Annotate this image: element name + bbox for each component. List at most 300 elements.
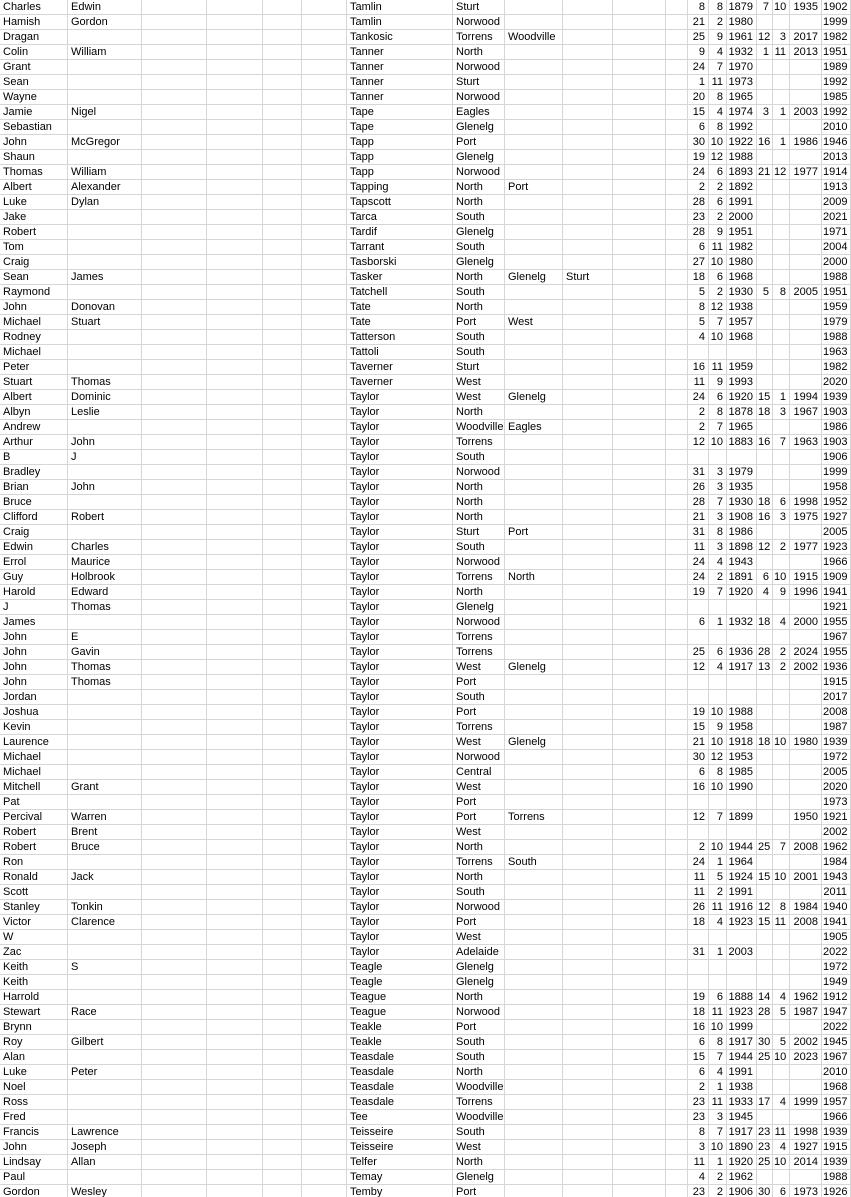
cell-first-name[interactable]: Sean bbox=[0, 75, 68, 90]
cell-middle-name[interactable] bbox=[68, 285, 142, 300]
cell-club-2[interactable] bbox=[505, 75, 563, 90]
cell-empty[interactable] bbox=[263, 495, 302, 510]
cell-year[interactable]: 1939 bbox=[822, 1155, 851, 1170]
cell-empty[interactable] bbox=[302, 1155, 347, 1170]
cell-year[interactable]: 2002 bbox=[822, 825, 851, 840]
cell-empty[interactable] bbox=[302, 255, 347, 270]
cell-date1-year[interactable]: 1974 bbox=[727, 105, 757, 120]
cell-middle-name[interactable] bbox=[68, 945, 142, 960]
cell-empty[interactable] bbox=[207, 465, 263, 480]
cell-year[interactable]: 1985 bbox=[822, 90, 851, 105]
cell-empty[interactable] bbox=[302, 840, 347, 855]
cell-date1-year[interactable]: 1968 bbox=[727, 330, 757, 345]
cell-empty[interactable] bbox=[207, 885, 263, 900]
cell-empty[interactable] bbox=[142, 945, 207, 960]
cell-empty[interactable] bbox=[142, 540, 207, 555]
cell-date2-month[interactable] bbox=[773, 1065, 790, 1080]
cell-date1-year[interactable]: 1965 bbox=[727, 90, 757, 105]
cell-club-1[interactable]: Port bbox=[453, 1185, 505, 1197]
cell-date2-year[interactable] bbox=[790, 15, 822, 30]
cell-year[interactable]: 1945 bbox=[822, 1035, 851, 1050]
cell-club-3[interactable] bbox=[563, 360, 613, 375]
cell-club-1[interactable]: South bbox=[453, 1050, 505, 1065]
cell-empty[interactable] bbox=[302, 135, 347, 150]
cell-surname[interactable]: Taylor bbox=[347, 735, 453, 750]
cell-club-3[interactable] bbox=[563, 885, 613, 900]
cell-first-name[interactable]: Pat bbox=[0, 795, 68, 810]
cell-empty[interactable] bbox=[263, 405, 302, 420]
cell-year[interactable]: 1955 bbox=[822, 615, 851, 630]
cell-date1-day[interactable]: 11 bbox=[688, 540, 709, 555]
cell-empty[interactable] bbox=[302, 345, 347, 360]
cell-empty[interactable] bbox=[263, 30, 302, 45]
cell-empty[interactable] bbox=[263, 690, 302, 705]
cell-club-2[interactable] bbox=[505, 450, 563, 465]
cell-first-name[interactable]: Percival bbox=[0, 810, 68, 825]
cell-empty[interactable] bbox=[613, 435, 666, 450]
cell-empty[interactable] bbox=[207, 120, 263, 135]
cell-empty[interactable] bbox=[263, 1020, 302, 1035]
cell-middle-name[interactable]: McGregor bbox=[68, 135, 142, 150]
cell-empty[interactable] bbox=[207, 450, 263, 465]
cell-empty[interactable] bbox=[142, 510, 207, 525]
cell-empty[interactable] bbox=[666, 1185, 688, 1197]
cell-date2-year[interactable] bbox=[790, 180, 822, 195]
cell-middle-name[interactable]: James bbox=[68, 270, 142, 285]
cell-date2-day[interactable] bbox=[757, 330, 773, 345]
cell-surname[interactable]: Teasdale bbox=[347, 1065, 453, 1080]
cell-surname[interactable]: Temby bbox=[347, 1185, 453, 1197]
cell-first-name[interactable]: Shaun bbox=[0, 150, 68, 165]
cell-empty[interactable] bbox=[142, 60, 207, 75]
cell-date1-year[interactable]: 1899 bbox=[727, 810, 757, 825]
cell-club-1[interactable]: Port bbox=[453, 135, 505, 150]
cell-date2-year[interactable]: 1996 bbox=[790, 585, 822, 600]
cell-date2-day[interactable] bbox=[757, 630, 773, 645]
cell-date1-year[interactable]: 1982 bbox=[727, 240, 757, 255]
cell-empty[interactable] bbox=[666, 45, 688, 60]
cell-empty[interactable] bbox=[142, 1095, 207, 1110]
cell-date2-month[interactable]: 10 bbox=[773, 0, 790, 15]
cell-year[interactable]: 1903 bbox=[822, 405, 851, 420]
cell-empty[interactable] bbox=[142, 1050, 207, 1065]
cell-empty[interactable] bbox=[207, 555, 263, 570]
cell-middle-name[interactable] bbox=[68, 735, 142, 750]
cell-date2-year[interactable] bbox=[790, 930, 822, 945]
cell-empty[interactable] bbox=[142, 720, 207, 735]
cell-surname[interactable]: Taylor bbox=[347, 465, 453, 480]
cell-empty[interactable] bbox=[666, 315, 688, 330]
cell-date2-year[interactable]: 2005 bbox=[790, 285, 822, 300]
cell-empty[interactable] bbox=[613, 1080, 666, 1095]
cell-empty[interactable] bbox=[666, 1050, 688, 1065]
cell-empty[interactable] bbox=[302, 1050, 347, 1065]
cell-empty[interactable] bbox=[142, 855, 207, 870]
cell-club-2[interactable]: Glenelg bbox=[505, 390, 563, 405]
cell-date2-month[interactable]: 11 bbox=[773, 915, 790, 930]
cell-year[interactable]: 1992 bbox=[822, 75, 851, 90]
cell-club-3[interactable] bbox=[563, 720, 613, 735]
cell-club-1[interactable]: South bbox=[453, 690, 505, 705]
cell-date1-month[interactable] bbox=[709, 690, 727, 705]
cell-year[interactable]: 1946 bbox=[822, 135, 851, 150]
cell-date1-day[interactable]: 19 bbox=[688, 990, 709, 1005]
cell-date1-year[interactable]: 1980 bbox=[727, 255, 757, 270]
cell-year[interactable]: 1921 bbox=[822, 810, 851, 825]
cell-date1-day[interactable]: 20 bbox=[688, 90, 709, 105]
cell-year[interactable]: 1988 bbox=[822, 1170, 851, 1185]
cell-date2-year[interactable] bbox=[790, 375, 822, 390]
cell-empty[interactable] bbox=[302, 1095, 347, 1110]
cell-empty[interactable] bbox=[613, 120, 666, 135]
cell-date1-year[interactable]: 1930 bbox=[727, 285, 757, 300]
cell-empty[interactable] bbox=[613, 870, 666, 885]
cell-year[interactable]: 1958 bbox=[822, 480, 851, 495]
cell-first-name[interactable]: Hamish bbox=[0, 15, 68, 30]
cell-club-2[interactable] bbox=[505, 750, 563, 765]
cell-club-3[interactable] bbox=[563, 390, 613, 405]
cell-empty[interactable] bbox=[207, 330, 263, 345]
cell-year[interactable]: 1987 bbox=[822, 720, 851, 735]
cell-empty[interactable] bbox=[263, 960, 302, 975]
cell-surname[interactable]: Taylor bbox=[347, 600, 453, 615]
cell-date1-year[interactable]: 1990 bbox=[727, 780, 757, 795]
cell-year[interactable]: 1915 bbox=[822, 675, 851, 690]
cell-surname[interactable]: Taylor bbox=[347, 450, 453, 465]
cell-first-name[interactable]: Bradley bbox=[0, 465, 68, 480]
cell-first-name[interactable]: Sean bbox=[0, 270, 68, 285]
cell-surname[interactable]: Taylor bbox=[347, 405, 453, 420]
cell-date2-day[interactable]: 25 bbox=[757, 1050, 773, 1065]
cell-empty[interactable] bbox=[263, 525, 302, 540]
cell-date2-day[interactable]: 13 bbox=[757, 660, 773, 675]
cell-empty[interactable] bbox=[142, 465, 207, 480]
cell-club-2[interactable] bbox=[505, 435, 563, 450]
cell-date2-month[interactable]: 10 bbox=[773, 1050, 790, 1065]
cell-date1-day[interactable]: 2 bbox=[688, 405, 709, 420]
cell-club-2[interactable]: Torrens bbox=[505, 810, 563, 825]
cell-date2-day[interactable] bbox=[757, 75, 773, 90]
cell-date1-month[interactable]: 3 bbox=[709, 510, 727, 525]
cell-empty[interactable] bbox=[142, 135, 207, 150]
cell-first-name[interactable]: Jordan bbox=[0, 690, 68, 705]
cell-surname[interactable]: Tapp bbox=[347, 135, 453, 150]
cell-empty[interactable] bbox=[666, 165, 688, 180]
cell-date2-month[interactable] bbox=[773, 705, 790, 720]
cell-empty[interactable] bbox=[666, 480, 688, 495]
cell-empty[interactable] bbox=[142, 960, 207, 975]
cell-club-1[interactable]: North bbox=[453, 180, 505, 195]
cell-date2-day[interactable]: 16 bbox=[757, 135, 773, 150]
cell-surname[interactable]: Taylor bbox=[347, 480, 453, 495]
cell-empty[interactable] bbox=[207, 780, 263, 795]
cell-empty[interactable] bbox=[207, 735, 263, 750]
cell-date1-day[interactable]: 25 bbox=[688, 30, 709, 45]
cell-club-1[interactable]: Torrens bbox=[453, 1095, 505, 1110]
cell-club-2[interactable] bbox=[505, 15, 563, 30]
cell-empty[interactable] bbox=[207, 570, 263, 585]
cell-date2-day[interactable] bbox=[757, 195, 773, 210]
cell-empty[interactable] bbox=[263, 1185, 302, 1197]
cell-club-3[interactable] bbox=[563, 780, 613, 795]
cell-date2-day[interactable]: 18 bbox=[757, 495, 773, 510]
cell-date1-year[interactable]: 1991 bbox=[727, 195, 757, 210]
cell-first-name[interactable]: Keith bbox=[0, 975, 68, 990]
cell-empty[interactable] bbox=[302, 735, 347, 750]
cell-date2-day[interactable]: 23 bbox=[757, 1125, 773, 1140]
cell-date1-month[interactable]: 11 bbox=[709, 240, 727, 255]
cell-date2-year[interactable] bbox=[790, 750, 822, 765]
cell-year[interactable]: 1982 bbox=[822, 30, 851, 45]
cell-empty[interactable] bbox=[302, 1065, 347, 1080]
cell-first-name[interactable]: Michael bbox=[0, 345, 68, 360]
cell-club-2[interactable] bbox=[505, 405, 563, 420]
cell-empty[interactable] bbox=[613, 255, 666, 270]
cell-date1-month[interactable]: 1 bbox=[709, 855, 727, 870]
cell-club-3[interactable] bbox=[563, 1095, 613, 1110]
cell-empty[interactable] bbox=[142, 345, 207, 360]
cell-empty[interactable] bbox=[613, 1050, 666, 1065]
cell-date2-day[interactable] bbox=[757, 975, 773, 990]
cell-date1-day[interactable]: 8 bbox=[688, 300, 709, 315]
cell-empty[interactable] bbox=[263, 1170, 302, 1185]
cell-first-name[interactable]: Arthur bbox=[0, 435, 68, 450]
cell-date1-year[interactable]: 1923 bbox=[727, 915, 757, 930]
cell-date2-month[interactable] bbox=[773, 930, 790, 945]
cell-empty[interactable] bbox=[207, 855, 263, 870]
cell-date2-month[interactable] bbox=[773, 765, 790, 780]
cell-empty[interactable] bbox=[207, 690, 263, 705]
cell-empty[interactable] bbox=[302, 1005, 347, 1020]
cell-empty[interactable] bbox=[207, 540, 263, 555]
cell-club-1[interactable]: North bbox=[453, 195, 505, 210]
cell-surname[interactable]: Taylor bbox=[347, 900, 453, 915]
cell-date1-year[interactable]: 1933 bbox=[727, 1095, 757, 1110]
cell-club-3[interactable] bbox=[563, 930, 613, 945]
cell-club-2[interactable] bbox=[505, 165, 563, 180]
cell-empty[interactable] bbox=[613, 195, 666, 210]
cell-empty[interactable] bbox=[302, 15, 347, 30]
cell-empty[interactable] bbox=[302, 75, 347, 90]
cell-first-name[interactable]: Ronald bbox=[0, 870, 68, 885]
cell-year[interactable]: 1986 bbox=[822, 420, 851, 435]
cell-empty[interactable] bbox=[263, 600, 302, 615]
cell-date2-month[interactable] bbox=[773, 780, 790, 795]
cell-date1-year[interactable]: 1924 bbox=[727, 870, 757, 885]
cell-club-3[interactable] bbox=[563, 555, 613, 570]
cell-empty[interactable] bbox=[207, 720, 263, 735]
cell-middle-name[interactable]: Thomas bbox=[68, 675, 142, 690]
cell-empty[interactable] bbox=[207, 900, 263, 915]
cell-middle-name[interactable]: S bbox=[68, 960, 142, 975]
cell-club-3[interactable] bbox=[563, 225, 613, 240]
cell-empty[interactable] bbox=[613, 285, 666, 300]
cell-empty[interactable] bbox=[207, 1050, 263, 1065]
cell-empty[interactable] bbox=[142, 555, 207, 570]
cell-club-3[interactable] bbox=[563, 1020, 613, 1035]
cell-middle-name[interactable]: William bbox=[68, 45, 142, 60]
cell-club-2[interactable] bbox=[505, 825, 563, 840]
cell-middle-name[interactable] bbox=[68, 60, 142, 75]
cell-date1-day[interactable]: 6 bbox=[688, 1035, 709, 1050]
cell-empty[interactable] bbox=[207, 315, 263, 330]
cell-club-2[interactable] bbox=[505, 1185, 563, 1197]
cell-empty[interactable] bbox=[207, 990, 263, 1005]
cell-club-1[interactable]: Port bbox=[453, 675, 505, 690]
cell-middle-name[interactable]: Thomas bbox=[68, 375, 142, 390]
cell-club-2[interactable] bbox=[505, 1080, 563, 1095]
cell-empty[interactable] bbox=[302, 555, 347, 570]
cell-empty[interactable] bbox=[302, 240, 347, 255]
cell-surname[interactable]: Teisseire bbox=[347, 1140, 453, 1155]
cell-club-3[interactable] bbox=[563, 480, 613, 495]
cell-empty[interactable] bbox=[142, 570, 207, 585]
cell-date1-month[interactable]: 12 bbox=[709, 300, 727, 315]
cell-empty[interactable] bbox=[142, 1155, 207, 1170]
cell-date2-month[interactable]: 11 bbox=[773, 45, 790, 60]
cell-year[interactable]: 2020 bbox=[822, 780, 851, 795]
cell-empty[interactable] bbox=[302, 435, 347, 450]
cell-surname[interactable]: Taylor bbox=[347, 495, 453, 510]
cell-first-name[interactable]: John bbox=[0, 630, 68, 645]
cell-year[interactable]: 2004 bbox=[822, 240, 851, 255]
cell-first-name[interactable]: Luke bbox=[0, 1065, 68, 1080]
cell-empty[interactable] bbox=[142, 240, 207, 255]
cell-date1-month[interactable]: 2 bbox=[709, 15, 727, 30]
cell-middle-name[interactable]: Holbrook bbox=[68, 570, 142, 585]
cell-date1-month[interactable]: 10 bbox=[709, 840, 727, 855]
cell-club-3[interactable] bbox=[563, 150, 613, 165]
cell-empty[interactable] bbox=[666, 990, 688, 1005]
cell-date2-day[interactable] bbox=[757, 930, 773, 945]
cell-date1-year[interactable]: 1953 bbox=[727, 750, 757, 765]
cell-club-1[interactable]: Adelaide bbox=[453, 945, 505, 960]
cell-empty[interactable] bbox=[207, 60, 263, 75]
cell-date1-day[interactable]: 6 bbox=[688, 240, 709, 255]
cell-club-2[interactable] bbox=[505, 195, 563, 210]
cell-empty[interactable] bbox=[666, 180, 688, 195]
cell-empty[interactable] bbox=[207, 825, 263, 840]
cell-year[interactable]: 1955 bbox=[822, 645, 851, 660]
cell-middle-name[interactable]: Donovan bbox=[68, 300, 142, 315]
cell-first-name[interactable]: John bbox=[0, 675, 68, 690]
cell-year[interactable]: 1951 bbox=[822, 45, 851, 60]
cell-empty[interactable] bbox=[142, 300, 207, 315]
cell-empty[interactable] bbox=[207, 480, 263, 495]
cell-date1-month[interactable] bbox=[709, 450, 727, 465]
cell-date2-year[interactable] bbox=[790, 945, 822, 960]
cell-empty[interactable] bbox=[302, 1170, 347, 1185]
cell-empty[interactable] bbox=[142, 705, 207, 720]
cell-date1-month[interactable]: 7 bbox=[709, 1125, 727, 1140]
cell-date1-day[interactable]: 3 bbox=[688, 1140, 709, 1155]
cell-empty[interactable] bbox=[613, 180, 666, 195]
cell-surname[interactable]: Tasborski bbox=[347, 255, 453, 270]
cell-empty[interactable] bbox=[263, 435, 302, 450]
cell-date2-day[interactable] bbox=[757, 705, 773, 720]
cell-date2-day[interactable]: 1 bbox=[757, 45, 773, 60]
cell-empty[interactable] bbox=[302, 660, 347, 675]
cell-date2-year[interactable] bbox=[790, 75, 822, 90]
cell-empty[interactable] bbox=[613, 750, 666, 765]
cell-middle-name[interactable]: Brent bbox=[68, 825, 142, 840]
cell-date1-year[interactable]: 1892 bbox=[727, 180, 757, 195]
cell-club-3[interactable] bbox=[563, 1035, 613, 1050]
cell-middle-name[interactable] bbox=[68, 75, 142, 90]
cell-club-3[interactable] bbox=[563, 765, 613, 780]
cell-date2-year[interactable] bbox=[790, 555, 822, 570]
cell-middle-name[interactable] bbox=[68, 990, 142, 1005]
cell-club-1[interactable]: Glenelg bbox=[453, 120, 505, 135]
cell-club-2[interactable] bbox=[505, 690, 563, 705]
cell-date2-day[interactable]: 25 bbox=[757, 840, 773, 855]
cell-club-1[interactable]: North bbox=[453, 585, 505, 600]
cell-empty[interactable] bbox=[207, 645, 263, 660]
cell-date2-year[interactable] bbox=[790, 270, 822, 285]
cell-date1-year[interactable]: 1961 bbox=[727, 30, 757, 45]
cell-club-1[interactable]: West bbox=[453, 780, 505, 795]
cell-date2-month[interactable]: 1 bbox=[773, 390, 790, 405]
cell-empty[interactable] bbox=[613, 600, 666, 615]
cell-date2-year[interactable]: 1950 bbox=[790, 810, 822, 825]
cell-year[interactable]: 1967 bbox=[822, 630, 851, 645]
cell-date1-month[interactable]: 2 bbox=[709, 570, 727, 585]
cell-empty[interactable] bbox=[263, 210, 302, 225]
cell-club-1[interactable]: Norwood bbox=[453, 465, 505, 480]
cell-date2-month[interactable] bbox=[773, 975, 790, 990]
cell-club-3[interactable] bbox=[563, 735, 613, 750]
cell-year[interactable]: 1988 bbox=[822, 270, 851, 285]
cell-surname[interactable]: Taylor bbox=[347, 420, 453, 435]
cell-club-3[interactable] bbox=[563, 615, 613, 630]
cell-empty[interactable] bbox=[613, 345, 666, 360]
cell-middle-name[interactable]: Dylan bbox=[68, 195, 142, 210]
cell-empty[interactable] bbox=[263, 315, 302, 330]
cell-date2-day[interactable] bbox=[757, 420, 773, 435]
cell-date2-year[interactable]: 1973 bbox=[790, 1185, 822, 1197]
cell-middle-name[interactable] bbox=[68, 90, 142, 105]
cell-date2-month[interactable] bbox=[773, 420, 790, 435]
cell-year[interactable]: 1949 bbox=[822, 975, 851, 990]
cell-club-2[interactable]: North bbox=[505, 570, 563, 585]
cell-empty[interactable] bbox=[302, 450, 347, 465]
cell-date1-month[interactable]: 8 bbox=[709, 120, 727, 135]
cell-empty[interactable] bbox=[613, 375, 666, 390]
cell-date1-year[interactable] bbox=[727, 795, 757, 810]
cell-empty[interactable] bbox=[666, 870, 688, 885]
cell-date2-day[interactable] bbox=[757, 690, 773, 705]
cell-empty[interactable] bbox=[142, 1065, 207, 1080]
cell-empty[interactable] bbox=[142, 915, 207, 930]
cell-club-2[interactable] bbox=[505, 945, 563, 960]
cell-empty[interactable] bbox=[613, 1170, 666, 1185]
cell-first-name[interactable]: J bbox=[0, 600, 68, 615]
cell-first-name[interactable]: Keith bbox=[0, 960, 68, 975]
cell-empty[interactable] bbox=[613, 1155, 666, 1170]
cell-first-name[interactable]: Charles bbox=[0, 0, 68, 15]
cell-date1-month[interactable]: 9 bbox=[709, 375, 727, 390]
cell-empty[interactable] bbox=[263, 135, 302, 150]
cell-club-1[interactable]: West bbox=[453, 1140, 505, 1155]
cell-empty[interactable] bbox=[666, 705, 688, 720]
cell-club-3[interactable] bbox=[563, 840, 613, 855]
cell-first-name[interactable]: Francis bbox=[0, 1125, 68, 1140]
cell-empty[interactable] bbox=[666, 330, 688, 345]
cell-date2-month[interactable] bbox=[773, 75, 790, 90]
cell-empty[interactable] bbox=[666, 1110, 688, 1125]
cell-club-1[interactable]: Port bbox=[453, 810, 505, 825]
cell-club-3[interactable] bbox=[563, 120, 613, 135]
